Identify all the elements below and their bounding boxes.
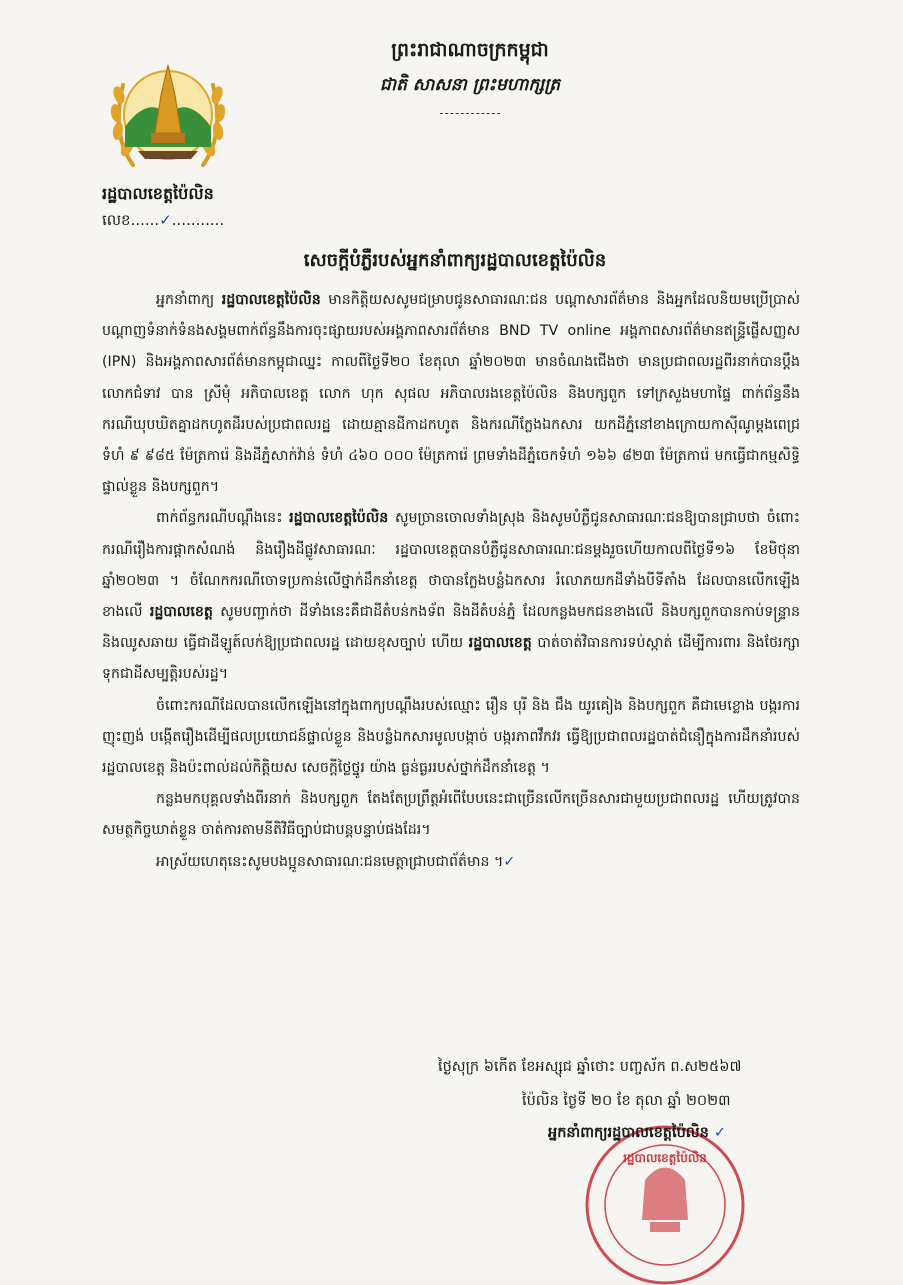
kingdom-title: ព្រះរាជាណាចក្រកម្ពុជា [391,39,549,61]
p2-text-2: សូមបញ្ជាក់ថា ដីទាំងនេះគឺជាដីតំបន់កងទ័ព និងដីតំបន់ភ្នំ ដែលកន្លងមកជនខាងលើ និងបក្សពួកបានកាប់ទន្ទ្រាន និងឈូសឆាយ ធ្វើជាដីឡូត៍លក់ឱ្យប្រជាពលរដ្ឋ ដោយខុសច្បាប់ ហើយ [102,604,800,652]
p1-lead: អ្នកនាំពាក្យ [156,292,222,308]
reference-tail: ........... [171,211,225,229]
issuing-authority: រដ្ឋបាលខេត្តប៉ៃលិន [102,184,214,203]
national-motto: ជាតិ សាសនា ព្រះមហាក្សត្រ [379,75,561,95]
p1-text: មានកិត្តិយសសូមជម្រាបជូនសាធារណៈជន បណ្តាសារព័ត៌មាន និងអ្នកដែលនិយមប្រើប្រាស់បណ្តាញទំនាក់ទំនងសង្គមពាក់ព័ន្ធនឹងការចុះផ្សាយរបស់អង្គភាពសារព័ត៌មាន BND TV online អង្គភាពសារព័ត៌មានឥន្ទ្រីផ្លើសញ្ញស (IPN) និងអង្គភាពសារព័ត៌មានកម្ពុជាឈ្នះ កាលពីថ្ងៃទី២០ ខែតុលា ឆ្នាំ២០២៣ មានចំណងជើងថា មានប្រជាពលរដ្ឋពីរនាក់បានប្តឹងលោកជំទាវ បាន ស្រីមុំ អភិបាលខេត្ត លោក ហុក សុផល អភិបាលរងខេត្តប៉ៃលិន និងបក្សពួក ទៅក្រសួងមហាផ្ទៃ ពាក់ព័ន្ធនឹងករណីឃុបឃិតគ្នាដកហូតដីរបស់ប្រជាពលរដ្ឋ ដោយគ្មានដីកាដកហូត និងករណីក្លែងឯកសារ យកដីភ្នំនៅខាងក្រោយកាស៊ីណូម្តងពេជ្រ ទំហំ ៩ ៩៨៥ ម៉ែត្រការ៉េ និងដីភ្នំសាក់វ៉ាន់ ទំហំ ៤៦០ ០០០ ម៉ែត្រការ៉េ ព្រមទាំងដីភ្នំចេកទំហំ ១៦៦ ៨២៣ ម៉ែត្រការ៉េ មកធ្វើជាកម្មសិទ្ធិផ្ទាល់ខ្លួន និងបក្សពួក។ [102,292,800,496]
signatory-title [548,1124,726,1145]
p2-text-3: បាត់ចាត់វិធានការទប់ស្កាត់ ដើម្បីការពារ និងថែរក្សាទុកជាដីសម្បត្តិរបស់រដ្ឋ។ [102,635,800,683]
header-block [300,38,640,114]
paragraph-3: ចំពោះករណីដែលបានលើកឡើងនៅក្នុងពាក្យបណ្តឹងរបស់ឈ្មោះ រឿន បុរី និង ជឹង យូរគៀង និងបក្សពួក គឺជាមេខ្លោង បង្ករការញុះញង់ បង្កើតរឿងដើម្បីផលប្រយោជន៍ផ្ទាល់ខ្លួន និងបន្លំឯកសារមូលបង្កាច់ បង្ករភាពវឹកវរ ធ្វើឱ្យប្រជាពលរដ្ឋបាត់ជំនឿក្នុងការដឹកនាំរបស់រដ្ឋបាលខេត្ត និងប៉ះពាល់ដល់កិត្តិយស សេចក្តីថ្លៃថ្នូរ យ៉ាង ធ្ងន់ធ្ងររបស់ថ្នាក់ដឹកនាំខេត្ត ។ [102,697,800,777]
stamp-text: រដ្ឋបាលខេត្តប៉ៃលិន [623,1151,707,1165]
header-divider [440,113,500,114]
paragraph-1 [102,285,800,503]
p5-text: អាស្រ័យហេតុនេះសូមបងប្អូនសាធារណៈជនមេត្តាជ្រាបជាព័ត៌មាន ។ [156,853,504,870]
p2-authority: រដ្ឋបាលខេត្តប៉ៃលិន [289,510,389,527]
paragraph-5 [102,847,800,878]
p2-authority-2: រដ្ឋបាលខេត្ត [149,604,213,621]
paragraph-2 [102,503,800,690]
p2-lead: ពាក់ព័ន្ធករណីបណ្តឹងនេះ [156,510,290,527]
p2-text-1: សូមច្រានចោលទាំងស្រុង និងសូមបំភ្លឺជូនសាធារណៈជនឱ្យបានជ្រាបថា ចំពោះករណីរឿងការផ្តាកសំណង់ និងរឿងដីផ្លូវសាធារណៈ រដ្ឋបាលខេត្តបានបំភ្លឺជូនសាធារណៈជនម្តងរួចហើយកាលពីថ្ងៃទី១៦ ខែមិថុនា ឆ្នាំ២០២៣ ។ ចំណែកករណីចោទប្រកាន់លើថ្នាក់ដឹកនាំខេត្ត ថាបានក្លែងបន្លំឯកសារ រំលោភយកដីទាំងបីទីតាំង ដែលបានលើកឡើងខាងលើ [102,510,800,621]
p5-handwritten-mark: ✓ [503,853,516,870]
solar-date: ប៉ៃលិន ថ្ងៃទី ២០ ខែ តុលា ឆ្នាំ ២០២៣ [522,1093,731,1109]
reference-label: លេខ...... [102,211,160,229]
document-title: សេចក្តីបំភ្លឺរបស់អ្នកនាំពាក្យរដ្ឋបាលខេត្តប៉ៃលិន [303,250,607,271]
signatory-name: អ្នកនាំពាក្យរដ្ឋបាលខេត្តប៉ៃលិន [548,1125,709,1141]
reference-handwritten-mark: ✓ [159,211,172,229]
paragraph-4: កន្លងមកបុគ្គលទាំងពីរនាក់ និងបក្សពួក តែងតែប្រព្រឹត្តអំពើបែបនេះជាច្រើនលើកច្រើនសារជាមួយប្រជាពលរដ្ឋ ហើយត្រូវបានសមត្ថកិច្ចឃាត់ខ្លួន ចាត់ការតាមនីតិវិធីច្បាប់ជាបន្តបន្ទាប់ផងដែរ។ [102,791,800,839]
lunar-date: ថ្ងៃសុក្រ ៦កើត ខែអស្សុជ ឆ្នាំថោះ បញ្ចស័ក ព.ស២៥៦៧ [438,1059,742,1075]
province-emblem-logo [103,55,233,175]
p2-authority-3: រដ្ឋបាលខេត្ត [468,635,532,652]
reference-number [102,211,224,233]
document-body [102,285,800,878]
p1-authority: រដ្ឋបាលខេត្តប៉ៃលិន [221,292,321,308]
signature-mark: ✓ [713,1125,727,1141]
